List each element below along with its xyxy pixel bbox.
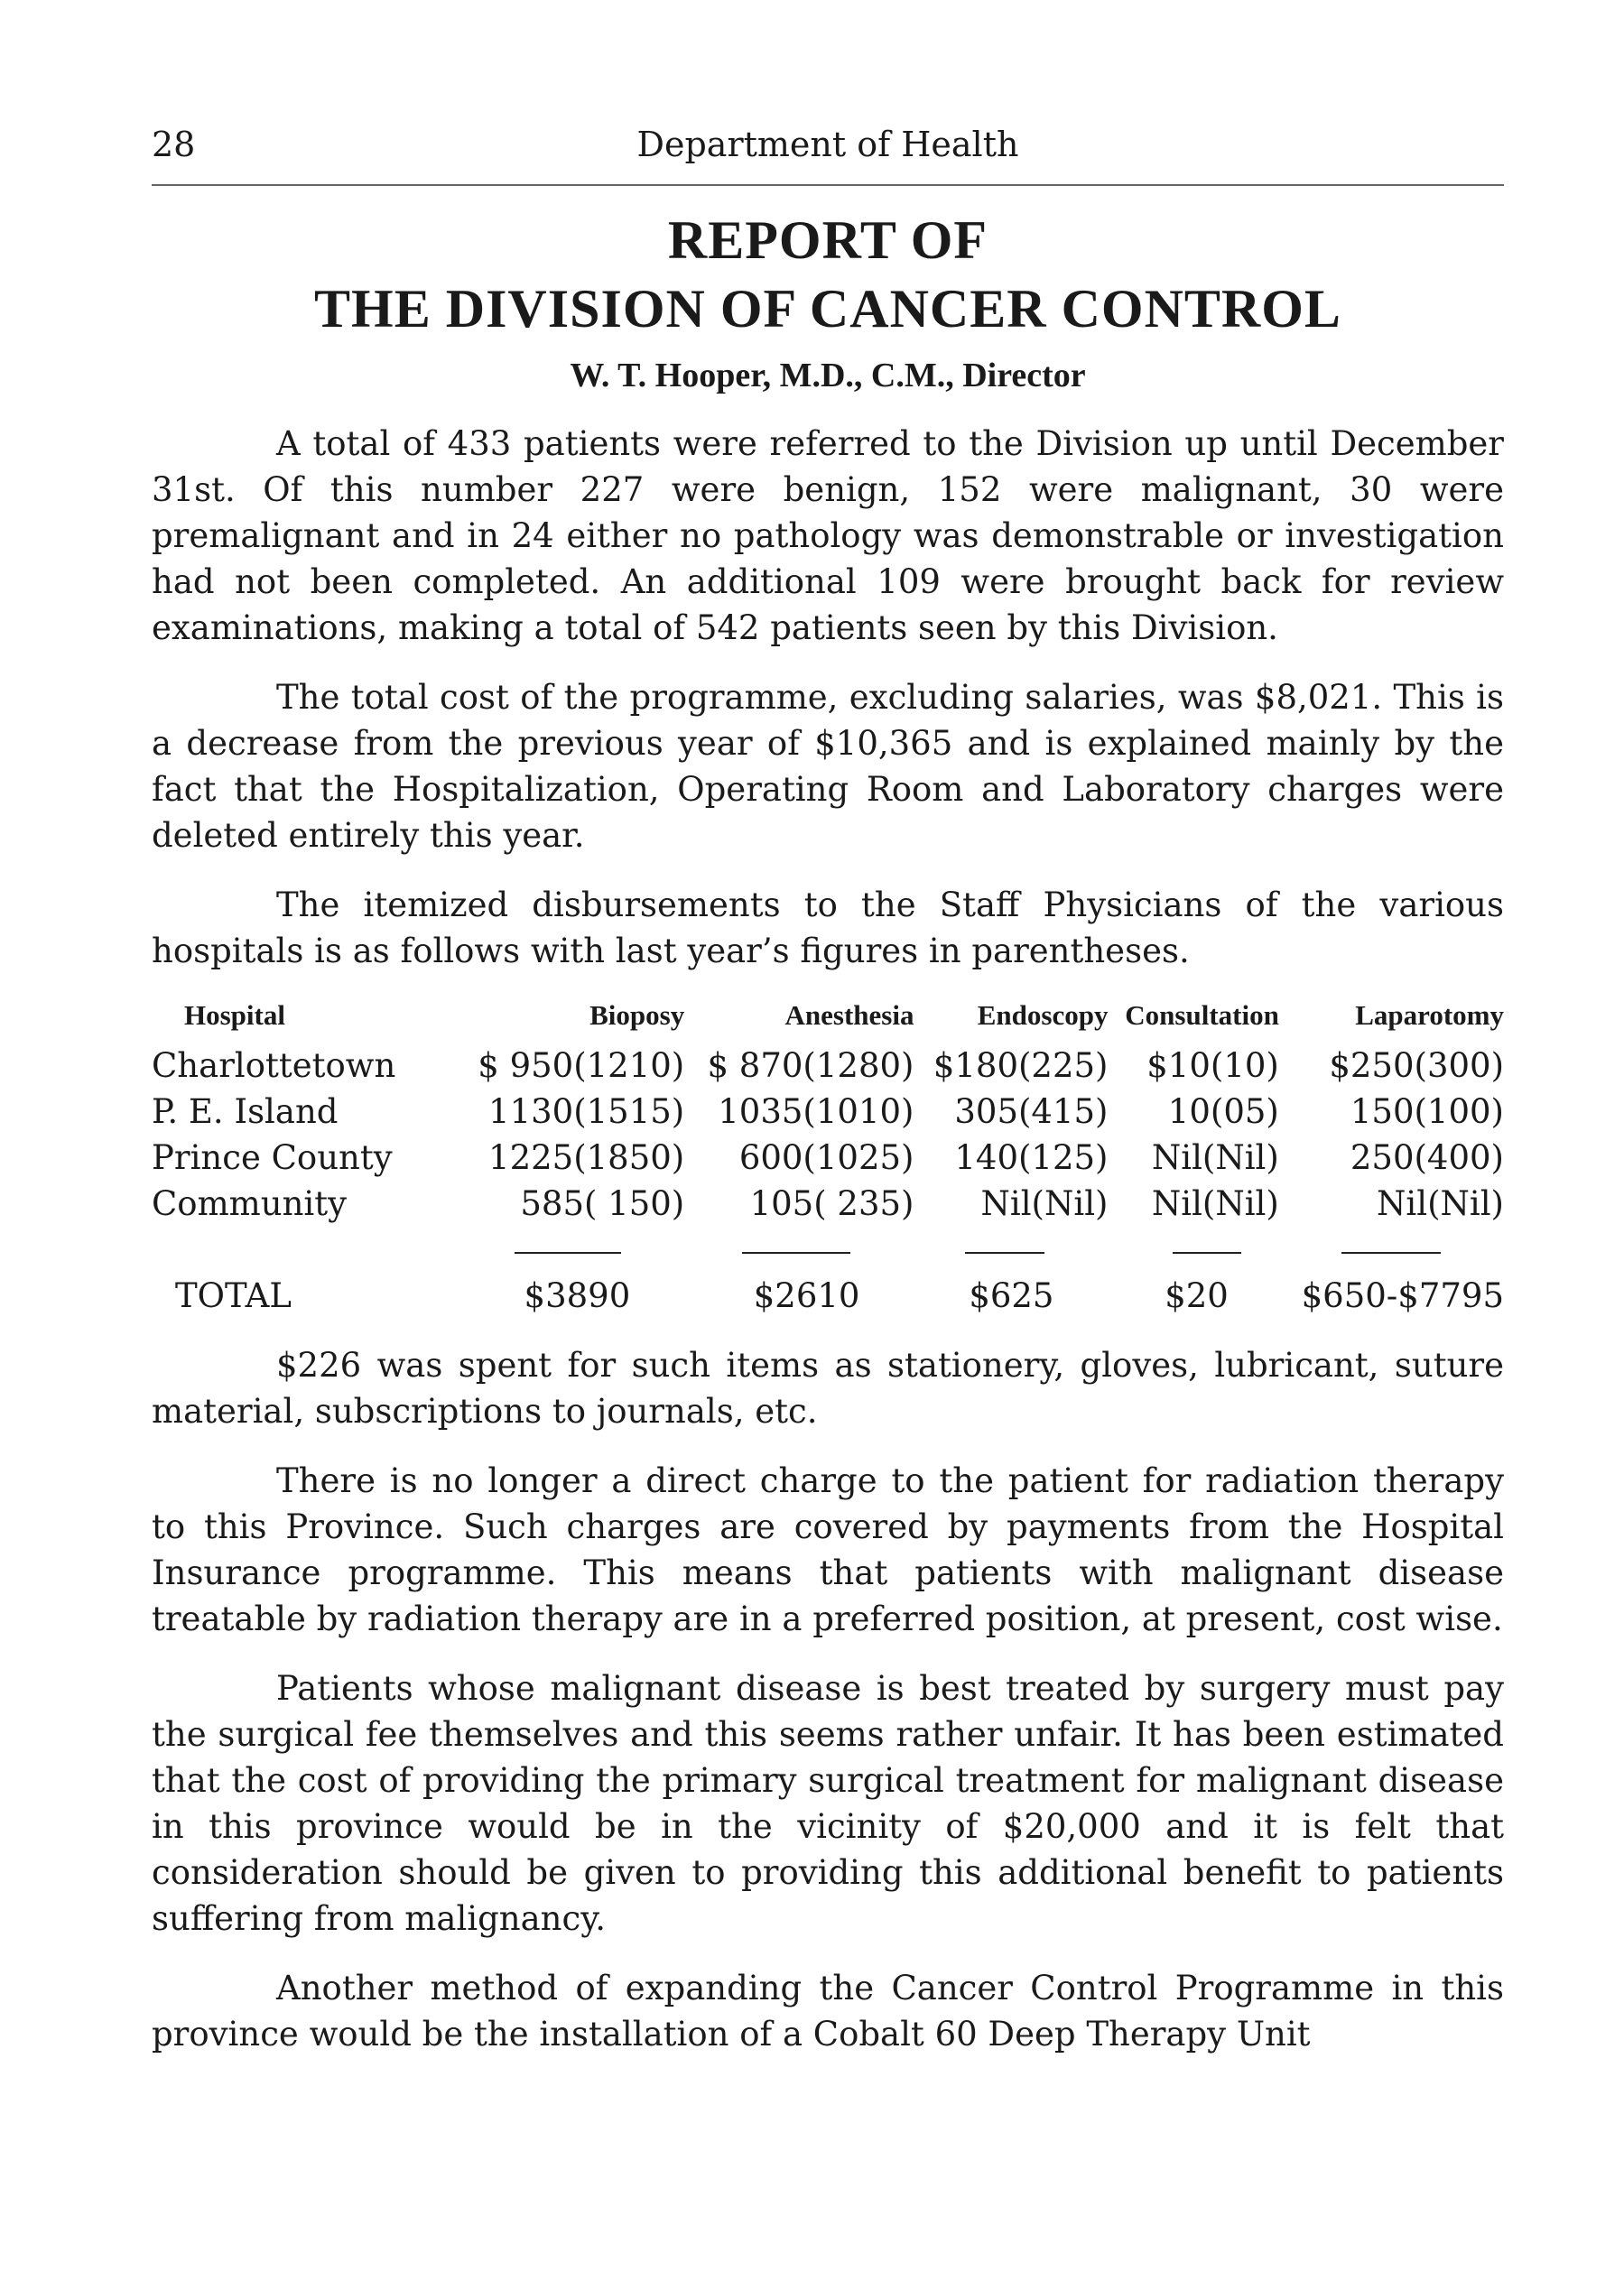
cell-anesthesia: 105( 235)	[749, 1184, 914, 1223]
cell-endoscopy: $180(225)	[933, 1046, 1109, 1085]
sum-rule	[742, 1252, 850, 1254]
paragraph-disbursements-intro: The itemized disbursements to the Staff Physicians of the various hospitals is as follows with last year’s figures in parentheses.	[152, 886, 1504, 970]
table-row	[152, 1181, 1504, 1227]
disbursement-table	[152, 999, 1504, 1319]
disbursement-table-container	[152, 999, 1504, 1319]
paragraph-surgery: Patients whose malignant disease is best treated by surgery must pay the surgical fee themselves and this seems rather unfair. It has been estimated that the cost of providing the primary surgical treatment for malignant disease in this province would be in the vicinity of $20,000 and it is felt that consideration should be given to providing this additional benefit to patients suffering from malignancy.	[152, 1669, 1504, 1938]
cell-consultation: 10(05)	[1167, 1092, 1279, 1131]
cell-endoscopy: Nil(Nil)	[980, 1184, 1109, 1223]
cell-consultation: Nil(Nil)	[1151, 1184, 1279, 1223]
table-header-row	[152, 999, 1504, 1043]
cell-consultation: $10(10)	[1146, 1046, 1279, 1085]
report-byline: W. T. Hooper, M.D., C.M., Director	[570, 357, 1086, 394]
sum-rule	[1173, 1252, 1241, 1254]
total-biopsy: $3890	[524, 1276, 631, 1315]
header-rule	[152, 184, 1504, 186]
paragraph-supplies: $226 was spent for such items as stationery, gloves, lubricant, suture material, subscriptions to journals, etc.	[152, 1346, 1504, 1431]
total-row	[152, 1273, 1504, 1319]
cell-hospital: P. E. Island	[152, 1092, 339, 1131]
paragraph-referrals: A total of 433 patients were referred to the Division up until December 31st. Of this number 227 were benign, 152 were malignant, 30 were premalignant and in 24 either no pathology was demonstrable or investigation had not been completed. An additional 109 were brought back for review examinations, making a total of 542 patients seen by this Division.	[152, 424, 1504, 647]
running-header	[152, 117, 1504, 172]
document-page	[152, 117, 1504, 2057]
sum-rule-row	[152, 1227, 1504, 1273]
cell-hospital: Prince County	[152, 1138, 393, 1177]
report-title-line1: REPORT OF	[667, 210, 988, 270]
total-laparotomy: $650-$7795	[1301, 1276, 1504, 1315]
cell-biopsy: 585( 150)	[520, 1184, 685, 1223]
cell-laparotomy: 150(100)	[1350, 1092, 1504, 1131]
col-header-hospital: Hospital	[184, 999, 285, 1031]
total-endoscopy: $625	[969, 1276, 1054, 1315]
col-header-laparotomy: Laparotomy	[1355, 999, 1504, 1031]
cell-anesthesia: 1035(1010)	[718, 1092, 914, 1131]
paragraph-total-cost: The total cost of the programme, excluding salaries, was $8,021. This is a decrease from the previous year of $10,365 and is explained mainly by the fact that the Hospitalization, Operating Room and Laboratory charges were deleted entirely this year.	[152, 678, 1504, 855]
paragraph-radiation: There is no longer a direct charge to the patient for radiation therapy to this Province. Such charges are covered by payments from the Hospital Insurance programme. This means that patients with malignant disease treatable by radiation therapy are in a preferred position, at present, cost wise.	[152, 1461, 1504, 1638]
paragraph-cobalt: Another method of expanding the Cancer Control Programme in this province would be the installation of a Cobalt 60 Deep Therapy Unit	[152, 1969, 1504, 2054]
col-header-consultation: Consultation	[1125, 999, 1279, 1031]
cell-endoscopy: 140(125)	[954, 1138, 1109, 1177]
running-title: Department of Health	[636, 125, 1019, 164]
total-anesthesia: $2610	[753, 1276, 860, 1315]
col-header-endoscopy: Endoscopy	[977, 999, 1109, 1031]
col-header-anesthesia: Anesthesia	[784, 999, 914, 1031]
sum-rule	[965, 1252, 1044, 1254]
cell-anesthesia: $ 870(1280)	[707, 1046, 914, 1085]
total-consultation: $20	[1165, 1276, 1229, 1315]
cell-laparotomy: Nil(Nil)	[1377, 1184, 1504, 1223]
total-label: TOTAL	[175, 1276, 292, 1315]
cell-hospital: Community	[152, 1184, 348, 1223]
sum-rule	[515, 1252, 621, 1254]
page-number: 28	[152, 125, 196, 164]
cell-endoscopy: 305(415)	[954, 1092, 1109, 1131]
table-row	[152, 1135, 1504, 1181]
cell-hospital: Charlottetown	[152, 1046, 396, 1085]
cell-anesthesia: 600(1025)	[738, 1138, 914, 1177]
cell-biopsy: 1225(1850)	[488, 1138, 685, 1177]
table-row	[152, 1089, 1504, 1135]
report-title-line2: THE DIVISION OF CANCER CONTROL	[314, 279, 1341, 338]
cell-laparotomy: 250(400)	[1350, 1138, 1504, 1177]
cell-biopsy: $ 950(1210)	[478, 1046, 685, 1085]
col-header-biopsy: Bioposy	[589, 999, 685, 1031]
table-row	[152, 1043, 1504, 1089]
cell-laparotomy: $250(300)	[1329, 1046, 1504, 1085]
cell-biopsy: 1130(1515)	[488, 1092, 685, 1131]
cell-consultation: Nil(Nil)	[1151, 1138, 1279, 1177]
sum-rule	[1341, 1252, 1441, 1254]
